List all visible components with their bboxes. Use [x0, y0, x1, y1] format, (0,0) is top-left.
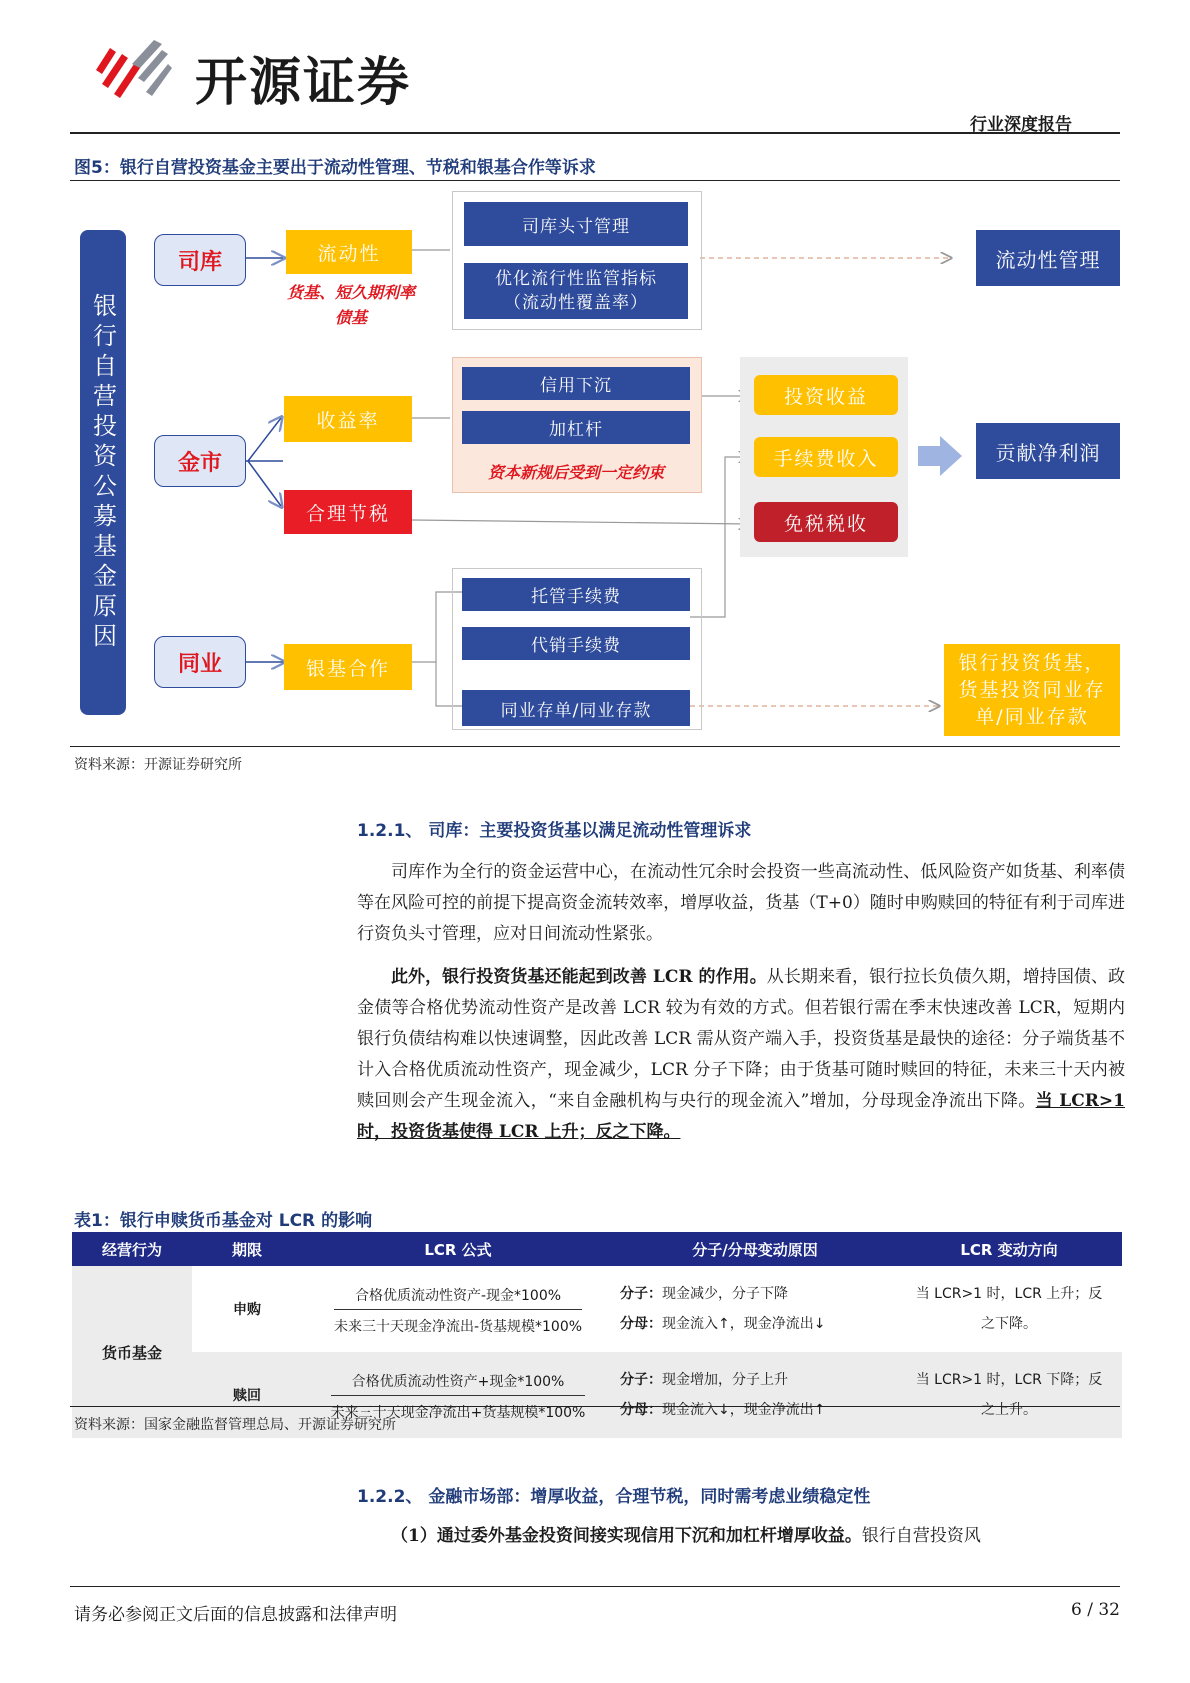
figure-title: 图5：银行自营投资基金主要出于流动性管理、节税和银基合作等诉求 — [74, 158, 596, 178]
outcome-liquidity-mgmt: 流动性管理 — [976, 230, 1120, 286]
formula-fraction — [334, 1281, 582, 1338]
motive-yield: 收益率 — [284, 396, 412, 442]
paragraph-lcr — [357, 962, 1125, 1148]
section-heading-1-2-2: 1.2.2、 金融市场部：增厚收益，合理节税，同时需考虑业绩稳定性 — [357, 1487, 871, 1507]
row-reason — [614, 1266, 896, 1352]
report-type: 行业深度报告 — [970, 115, 1072, 135]
footer-disclaimer: 请务必参阅正文后面的信息披露和法律声明 — [74, 1605, 397, 1625]
dept-treasury-pill: 司库 — [154, 234, 246, 286]
table-bottom-rule — [70, 1406, 1120, 1407]
footer-rule — [70, 1586, 1120, 1587]
reason-numerator: 现金减少，分子下降 — [662, 1286, 788, 1302]
method-position-mgmt: 司库头寸管理 — [464, 202, 688, 246]
row-formula — [302, 1266, 614, 1352]
reason-denominator-label: 分母： — [620, 1316, 662, 1332]
motive-cooperation: 银基合作 — [284, 644, 412, 690]
col-header-formula: LCR 公式 — [302, 1232, 614, 1266]
capital-rule-note: 资本新规后受到一定约束 — [487, 463, 664, 482]
page-number: 6 / 32 — [1071, 1600, 1120, 1620]
table-title: 表1：银行申赎货币基金对 LCR 的影响 — [74, 1211, 373, 1231]
paragraph-outsourcing — [357, 1521, 1125, 1552]
dept-interbank-pill: 同业 — [154, 636, 246, 688]
figure-bottom-rule — [70, 746, 1120, 747]
outcome-net-profit: 贡献净利润 — [976, 423, 1120, 479]
row-direction: 当 LCR>1 时，LCR 下降；反之上升。 — [915, 1372, 1103, 1418]
lcr-conclusion: 当 LCR>1 时，投资货基使得 LCR 上升；反之下降。 — [357, 1091, 1125, 1142]
lcr-lead: 此外，银行投资货基还能起到改善 LCR 的作用。 — [391, 967, 767, 987]
formula-denominator: 未来三十天现金净流出+货基规模*100% — [330, 1404, 586, 1421]
reason-numerator: 现金增加，分子上升 — [662, 1372, 788, 1388]
outcome-fee-income: 手续费收入 — [754, 437, 898, 477]
method-optimize-lcr: 优化流行性监管指标（流动性覆盖率） — [464, 263, 688, 319]
brand-name: 开源证券 — [195, 53, 412, 113]
col-header-direction: LCR 变动方向 — [896, 1232, 1122, 1266]
outcome-invest-income: 投资收益 — [754, 375, 898, 415]
reason-numerator-label: 分子： — [620, 1372, 662, 1388]
table-source: 资料来源：国家金融监督管理总局、开源证券研究所 — [74, 1417, 396, 1433]
section-1-body — [357, 857, 1125, 1148]
method-distribution-fee: 代销手续费 — [462, 627, 690, 660]
outcome-bank-mmf: 银行投资货基，货基投资同业存单/同业存款 — [944, 644, 1120, 736]
section-heading-1-2-1: 1.2.1、 司库：主要投资货基以满足流动性管理诉求 — [357, 821, 752, 841]
lcr-body: 从长期来看，银行拉长负债久期，增持国债、政金债等合格优势流动性资产是改善 LCR 较为有效的方式。但若银行需在季末快速改善 LCR，短期内银行负债结构难以快速调整，因此改善 LCR 需从资产端入手，投资货基是最快的途径：分子端货基不计入合格优质流动性资产，现金减少，LCR 分子下降；由于货基可随时赎回的特征，未来三十天内被赎回则会产生现金流入，“来自金融机构与央行的现金流入”增加，分母现金净流出下降。 — [357, 967, 1126, 1111]
method-leverage: 加杠杆 — [462, 411, 690, 444]
paragraph-treasury: 司库作为全行的资金运营中心，在流动性冗余时会投资一些高流动性、低风险资产如货基、利率债等在风险可控的前提下提高资金流转效率，增厚收益，货基（T+0）随时申购赎回的特征有利于司库进行资负头寸管理，应对日间流动性紧张。 — [357, 862, 1125, 944]
formula-numerator: 合格优质流动性资产+现金*100% — [331, 1367, 586, 1396]
method-credit-sink: 信用下沉 — [462, 367, 690, 400]
diagram-left-bar: 银行自营投资公募基金原因 — [80, 230, 126, 715]
figure-source: 资料来源：开源证券研究所 — [74, 757, 242, 773]
col-header-term: 期限 — [192, 1232, 302, 1266]
motive-tax: 合理节税 — [284, 490, 412, 534]
table-header-row — [72, 1232, 1122, 1266]
reason-numerator-label: 分子： — [620, 1286, 662, 1302]
dept-market-pill: 金市 — [154, 435, 246, 487]
formula-numerator: 合格优质流动性资产-现金*100% — [334, 1281, 582, 1310]
method-interbank-deposit: 同业存单/同业存款 — [462, 690, 690, 726]
table-row — [72, 1266, 1122, 1352]
lcr-impact-table — [72, 1232, 1122, 1438]
outsourcing-body: 银行自营投资风 — [861, 1526, 981, 1546]
row-reason — [614, 1352, 896, 1438]
col-header-reason: 分子/分母变动原因 — [614, 1232, 896, 1266]
method-custody-fee: 托管手续费 — [462, 578, 690, 611]
section-2-body — [357, 1521, 1125, 1552]
outcome-tax-free: 免税税收 — [754, 502, 898, 542]
reason-denominator-label: 分母： — [620, 1402, 662, 1418]
reason-denominator: 现金流入↓，现金净流出↑ — [662, 1402, 826, 1418]
motive-liquidity: 流动性 — [286, 230, 412, 274]
liquidity-note: 货基、短久期利率债基 — [286, 283, 415, 327]
row-term: 赎回 — [233, 1388, 261, 1404]
row-term: 申购 — [233, 1302, 261, 1318]
reason-denominator: 现金流入↑，现金净流出↓ — [662, 1316, 826, 1332]
col-header-action: 经营行为 — [72, 1232, 192, 1266]
formula-denominator: 未来三十天现金净流出-货基规模*100% — [333, 1318, 583, 1335]
outsourcing-lead: （1）通过委外基金投资间接实现信用下沉和加杠杆增厚收益。 — [391, 1526, 862, 1546]
row-direction: 当 LCR>1 时，LCR 上升；反之下降。 — [915, 1286, 1103, 1332]
row-group-mmf: 货币基金 — [72, 1266, 192, 1438]
